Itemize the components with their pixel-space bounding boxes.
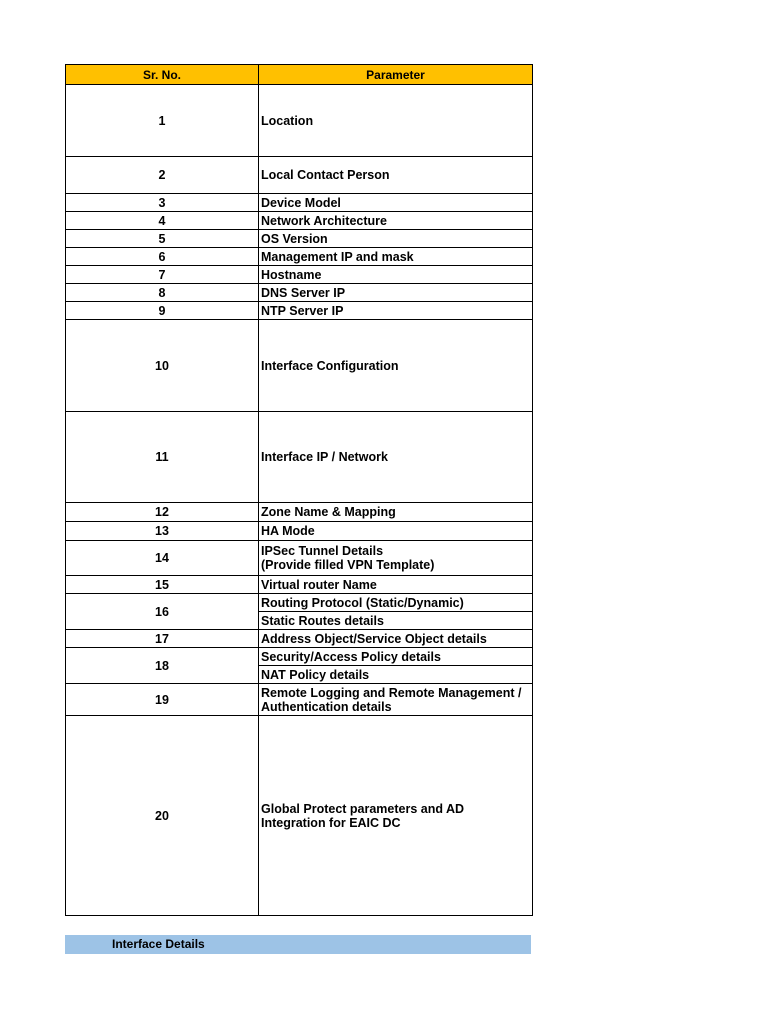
sr-no-cell: 13 [66, 522, 259, 541]
parameter-cell: Remote Logging and Remote Management / Authentication details [259, 684, 533, 716]
table-row [66, 594, 533, 612]
table-row [66, 302, 533, 320]
table-row [66, 194, 533, 212]
parameter-cell: Zone Name & Mapping [259, 503, 533, 522]
sr-no-cell: 9 [66, 302, 259, 320]
sr-no-cell: 4 [66, 212, 259, 230]
table-row [66, 576, 533, 594]
table-body [66, 85, 533, 916]
sr-no-cell: 12 [66, 503, 259, 522]
sr-no-cell: 2 [66, 157, 259, 194]
parameter-cell: Routing Protocol (Static/Dynamic) [259, 594, 533, 612]
parameter-cell: Management IP and mask [259, 248, 533, 266]
table-row [66, 284, 533, 302]
sr-no-cell: 3 [66, 194, 259, 212]
parameter-cell: Interface IP / Network [259, 412, 533, 503]
table-row [66, 157, 533, 194]
table-row [66, 684, 533, 716]
table-row [66, 212, 533, 230]
sr-no-cell: 10 [66, 320, 259, 412]
header-row [66, 65, 533, 85]
sr-no-cell: 18 [66, 648, 259, 684]
parameter-cell: Device Model [259, 194, 533, 212]
parameter-cell: Global Protect parameters and AD Integration for EAIC DC [259, 716, 533, 916]
table-row [66, 412, 533, 503]
sr-no-cell: 8 [66, 284, 259, 302]
parameter-cell: Virtual router Name [259, 576, 533, 594]
interface-details-label: Interface Details [112, 937, 205, 951]
table-row [66, 248, 533, 266]
sr-no-cell: 20 [66, 716, 259, 916]
parameter-cell: OS Version [259, 230, 533, 248]
sr-no-cell: 19 [66, 684, 259, 716]
parameter-cell: Hostname [259, 266, 533, 284]
parameter-cell: NAT Policy details [259, 666, 533, 684]
parameter-cell: Address Object/Service Object details [259, 630, 533, 648]
sr-no-cell: 7 [66, 266, 259, 284]
table-row [66, 716, 533, 916]
sr-no-cell: 15 [66, 576, 259, 594]
sr-no-cell: 11 [66, 412, 259, 503]
table-row [66, 503, 533, 522]
sr-no-cell: 1 [66, 85, 259, 157]
interface-details-bar [65, 935, 531, 954]
parameter-cell: DNS Server IP [259, 284, 533, 302]
table-row [66, 630, 533, 648]
parameter-cell: Static Routes details [259, 612, 533, 630]
parameter-table [65, 64, 533, 916]
parameter-cell: IPSec Tunnel Details (Provide filled VPN Template) [259, 541, 533, 576]
parameter-header: Parameter [259, 65, 533, 85]
sr-no-cell: 5 [66, 230, 259, 248]
parameter-cell: NTP Server IP [259, 302, 533, 320]
parameter-cell: Interface Configuration [259, 320, 533, 412]
table-row [66, 85, 533, 157]
parameter-cell: Location [259, 85, 533, 157]
parameter-cell: HA Mode [259, 522, 533, 541]
table-row [66, 522, 533, 541]
table-row [66, 266, 533, 284]
sr-no-cell: 17 [66, 630, 259, 648]
parameter-cell: Network Architecture [259, 212, 533, 230]
parameter-cell: Security/Access Policy details [259, 648, 533, 666]
sr-no-cell: 16 [66, 594, 259, 630]
table-row [66, 541, 533, 576]
sr-no-cell: 6 [66, 248, 259, 266]
sr-no-header: Sr. No. [66, 65, 259, 85]
table-row [66, 648, 533, 666]
sr-no-cell: 14 [66, 541, 259, 576]
parameter-cell: Local Contact Person [259, 157, 533, 194]
table-row [66, 320, 533, 412]
table-row [66, 230, 533, 248]
